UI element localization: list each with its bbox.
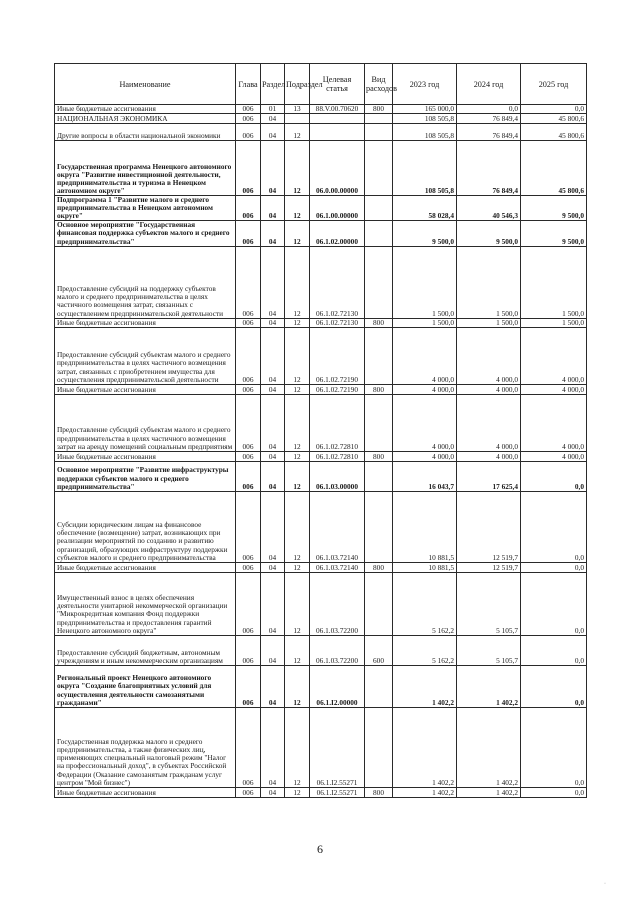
row-year-2023: 58 028,4	[393, 196, 457, 221]
row-section: 04	[261, 562, 285, 572]
row-chapter: 006	[236, 384, 261, 394]
row-chapter: 006	[236, 141, 261, 196]
table-row	[55, 318, 587, 327]
header-year-2023: 2023 год	[393, 64, 457, 105]
row-section: 04	[261, 572, 285, 635]
table-row	[55, 141, 587, 196]
row-year-2023: 108 505,8	[393, 124, 457, 141]
table-row	[55, 384, 587, 394]
row-year-2025: 4 000,0	[521, 451, 587, 461]
row-section: 04	[261, 141, 285, 196]
row-expense-type: 800	[365, 318, 393, 327]
row-subsection: 12	[285, 707, 310, 787]
row-year-2023: 1 500,0	[393, 318, 457, 327]
row-subsection: 12	[285, 196, 310, 221]
row-chapter: 006	[236, 114, 261, 124]
row-chapter: 006	[236, 572, 261, 635]
row-expense-type	[365, 141, 393, 196]
table-row	[55, 196, 587, 221]
row-year-2025: 4 000,0	[521, 384, 587, 394]
row-section: 04	[261, 635, 285, 665]
row-year-2023: 1 500,0	[393, 246, 457, 318]
row-year-2024: 1 500,0	[457, 318, 521, 327]
row-subsection: 13	[285, 105, 310, 114]
row-subsection: 12	[285, 572, 310, 635]
table-row	[55, 707, 587, 787]
row-section: 04	[261, 221, 285, 246]
row-expense-type	[365, 491, 393, 562]
row-chapter: 006	[236, 635, 261, 665]
row-section: 04	[261, 787, 285, 797]
row-name: Основное мероприятие "Государственная финансовая поддержка субъектов малого и среднего предпринимательства"	[55, 221, 236, 246]
row-year-2025: 0,0	[521, 105, 587, 114]
row-subsection: 12	[285, 461, 310, 491]
row-year-2024: 17 625,4	[457, 461, 521, 491]
table-row	[55, 572, 587, 635]
row-chapter: 006	[236, 461, 261, 491]
row-section: 04	[261, 384, 285, 394]
row-chapter: 006	[236, 221, 261, 246]
row-year-2024: 4 000,0	[457, 384, 521, 394]
row-subsection: 12	[285, 246, 310, 318]
row-name: НАЦИОНАЛЬНАЯ ЭКОНОМИКА	[55, 114, 236, 124]
row-year-2023: 16 043,7	[393, 461, 457, 491]
row-name: Субсидии юридическим лицам на финансовое обеспечение (возмещение) затрат, возникающих при реализации мероприятий по созданию и развитию организаций, образующих инфраструктуру поддержки субъектов малого и среднего предпринимательства	[55, 491, 236, 562]
row-section: 04	[261, 114, 285, 124]
row-chapter: 006	[236, 246, 261, 318]
row-expense-type: 800	[365, 105, 393, 114]
row-name: Региональный проект Ненецкого автономного округа "Создание благоприятных условий для осуществления деятельности самозанятыми гражданами"	[55, 665, 236, 707]
row-section: 04	[261, 327, 285, 384]
row-target-article: 06.1.02.72130	[310, 318, 365, 327]
row-year-2025: 9 500,0	[521, 221, 587, 246]
row-year-2023: 4 000,0	[393, 394, 457, 451]
table-body	[55, 105, 587, 798]
row-chapter: 006	[236, 451, 261, 461]
row-year-2024: 9 500,0	[457, 221, 521, 246]
table-row	[55, 105, 587, 114]
table-row	[55, 114, 587, 124]
row-section: 04	[261, 461, 285, 491]
row-year-2024: 5 105,7	[457, 572, 521, 635]
row-name: Предоставление субсидий бюджетным, автономным учреждениям и иным некоммерческим организациям	[55, 635, 236, 665]
row-subsection: 12	[285, 221, 310, 246]
row-subsection	[285, 114, 310, 124]
row-section: 01	[261, 105, 285, 114]
row-name: Предоставление субсидий на поддержку субъектов малого и среднего предпринимательства в целях частичного возмещения затрат, связанных с осуществлением предпринимательской деятельности	[55, 246, 236, 318]
row-expense-type: 800	[365, 451, 393, 461]
table-row	[55, 124, 587, 141]
row-subsection: 12	[285, 665, 310, 707]
row-expense-type	[365, 246, 393, 318]
row-year-2023: 10 881,5	[393, 491, 457, 562]
row-chapter: 006	[236, 394, 261, 451]
row-target-article	[310, 124, 365, 141]
row-name: Иные бюджетные ассигнования	[55, 787, 236, 797]
row-year-2023: 4 000,0	[393, 327, 457, 384]
row-year-2023: 165 000,0	[393, 105, 457, 114]
row-year-2025: 1 500,0	[521, 246, 587, 318]
header-target-article: Целевая статья	[310, 64, 365, 105]
row-subsection: 12	[285, 394, 310, 451]
row-year-2025: 0,0	[521, 562, 587, 572]
row-expense-type	[365, 221, 393, 246]
row-subsection: 12	[285, 451, 310, 461]
row-year-2025: 0,0	[521, 665, 587, 707]
row-year-2025: 45 800,6	[521, 124, 587, 141]
table-row	[55, 451, 587, 461]
row-section: 04	[261, 394, 285, 451]
row-year-2023: 9 500,0	[393, 221, 457, 246]
row-subsection: 12	[285, 327, 310, 384]
row-year-2025: 0,0	[521, 491, 587, 562]
row-name: Иные бюджетные ассигнования	[55, 318, 236, 327]
row-name: Имущественный взнос в целях обеспечения деятельности унитарной некоммерческой организации "Микрокредитная компания Фонд поддержки предпринимательства и предоставления гарантий Ненецкого автономного округа"	[55, 572, 236, 635]
row-subsection: 12	[285, 562, 310, 572]
row-name: Иные бюджетные ассигнования	[55, 451, 236, 461]
row-chapter: 006	[236, 562, 261, 572]
row-target-article: 06.1.02.72130	[310, 246, 365, 318]
row-subsection: 12	[285, 141, 310, 196]
row-chapter: 006	[236, 787, 261, 797]
row-year-2024: 12 519,7	[457, 562, 521, 572]
row-name: Государственная программа Ненецкого автономного округа "Развитие инвестиционной деятельности, предпринимательства и туризма в Ненецком автономном округе"	[55, 141, 236, 196]
row-section: 04	[261, 707, 285, 787]
row-year-2025: 0,0	[521, 635, 587, 665]
row-name: Государственная поддержка малого и среднего предпринимательства, а также физических лиц, применяющих специальный налоговый режим "Налог на профессиональный доход", в субъектах Российской Федерации (Оказание самозанятым гражданам услуг центром "Мой бизнес")	[55, 707, 236, 787]
row-expense-type	[365, 707, 393, 787]
row-expense-type: 600	[365, 635, 393, 665]
row-year-2025: 45 800,6	[521, 114, 587, 124]
row-target-article: 06.1.02.72810	[310, 451, 365, 461]
row-name: Иные бюджетные ассигнования	[55, 105, 236, 114]
row-target-article: 06.1.02.72810	[310, 394, 365, 451]
row-year-2024: 1 402,2	[457, 707, 521, 787]
row-chapter: 006	[236, 105, 261, 114]
table-row	[55, 327, 587, 384]
row-chapter: 006	[236, 707, 261, 787]
table-row	[55, 491, 587, 562]
row-year-2024: 4 000,0	[457, 327, 521, 384]
row-year-2024: 76 849,4	[457, 124, 521, 141]
table-row	[55, 461, 587, 491]
row-section: 04	[261, 451, 285, 461]
row-target-article: 88.V.00.70620	[310, 105, 365, 114]
row-expense-type	[365, 572, 393, 635]
row-target-article: 06.1.I2.55271	[310, 707, 365, 787]
table-row	[55, 665, 587, 707]
row-name: Основное мероприятие "Развитие инфраструктуры поддержки субъектов малого и среднего предпринимательства"	[55, 461, 236, 491]
budget-table	[54, 63, 587, 798]
row-section: 04	[261, 665, 285, 707]
row-name: Предоставление субсидий субъектам малого и среднего предпринимательства в целях частичного возмещения затрат, связанных с приобретением имущества для осуществления предпринимательской деятельности	[55, 327, 236, 384]
row-expense-type	[365, 327, 393, 384]
row-year-2023: 1 402,2	[393, 665, 457, 707]
table-row	[55, 635, 587, 665]
header-section: Раздел	[261, 64, 285, 105]
header-name: Наименование	[55, 64, 236, 105]
row-target-article: 06.1.03.72140	[310, 491, 365, 562]
row-year-2023: 5 162,2	[393, 572, 457, 635]
table-row	[55, 221, 587, 246]
header-chapter: Глава	[236, 64, 261, 105]
row-target-article	[310, 114, 365, 124]
row-year-2025: 0,0	[521, 707, 587, 787]
row-year-2024: 76 849,4	[457, 114, 521, 124]
corner-mark: ·	[604, 881, 606, 887]
row-year-2025: 45 800,6	[521, 141, 587, 196]
row-subsection: 12	[285, 318, 310, 327]
row-name: Другие вопросы в области национальной экономики	[55, 124, 236, 141]
row-year-2025: 0,0	[521, 787, 587, 797]
row-year-2024: 0,0	[457, 105, 521, 114]
row-expense-type	[365, 461, 393, 491]
header-year-2024: 2024 год	[457, 64, 521, 105]
row-chapter: 006	[236, 327, 261, 384]
row-year-2023: 108 505,8	[393, 141, 457, 196]
table-row	[55, 394, 587, 451]
row-year-2024: 4 000,0	[457, 451, 521, 461]
row-year-2023: 1 402,2	[393, 707, 457, 787]
row-expense-type	[365, 124, 393, 141]
row-subsection: 12	[285, 787, 310, 797]
row-expense-type	[365, 196, 393, 221]
row-year-2024: 1 402,2	[457, 665, 521, 707]
header-expense-type: Вид расходов	[365, 64, 393, 105]
row-expense-type: 800	[365, 562, 393, 572]
row-subsection: 12	[285, 491, 310, 562]
row-year-2023: 1 402,2	[393, 787, 457, 797]
row-target-article: 06.1.02.72190	[310, 327, 365, 384]
row-name: Предоставление субсидий субъектам малого и среднего предпринимательства в целях частичного возмещения затрат на аренду помещений социальным предприятиям	[55, 394, 236, 451]
row-year-2023: 108 505,8	[393, 114, 457, 124]
header-subsection: Подраздел	[285, 64, 310, 105]
row-chapter: 006	[236, 124, 261, 141]
row-year-2024: 40 546,3	[457, 196, 521, 221]
row-section: 04	[261, 491, 285, 562]
row-chapter: 006	[236, 196, 261, 221]
row-target-article: 06.1.03.72200	[310, 572, 365, 635]
row-expense-type: 800	[365, 787, 393, 797]
row-year-2025: 1 500,0	[521, 318, 587, 327]
page-number: 6	[317, 842, 323, 856]
row-year-2024: 4 000,0	[457, 394, 521, 451]
header-year-2025: 2025 год	[521, 64, 587, 105]
row-year-2024: 12 519,7	[457, 491, 521, 562]
row-name: Иные бюджетные ассигнования	[55, 384, 236, 394]
row-year-2025: 4 000,0	[521, 394, 587, 451]
row-name: Иные бюджетные ассигнования	[55, 562, 236, 572]
row-year-2025: 9 500,0	[521, 196, 587, 221]
row-year-2025: 4 000,0	[521, 327, 587, 384]
row-year-2023: 10 881,5	[393, 562, 457, 572]
row-expense-type: 800	[365, 384, 393, 394]
row-year-2024: 5 105,7	[457, 635, 521, 665]
row-chapter: 006	[236, 665, 261, 707]
table-row	[55, 787, 587, 797]
row-subsection: 12	[285, 124, 310, 141]
table-row	[55, 562, 587, 572]
row-year-2023: 4 000,0	[393, 451, 457, 461]
row-year-2024: 76 849,4	[457, 141, 521, 196]
row-target-article: 06.1.03.72140	[310, 562, 365, 572]
row-chapter: 006	[236, 318, 261, 327]
row-target-article: 06.1.02.72190	[310, 384, 365, 394]
row-section: 04	[261, 196, 285, 221]
row-target-article: 06.1.I2.00000	[310, 665, 365, 707]
row-section: 04	[261, 124, 285, 141]
row-subsection: 12	[285, 635, 310, 665]
row-expense-type	[365, 114, 393, 124]
row-year-2023: 5 162,2	[393, 635, 457, 665]
table-header-row	[55, 64, 587, 105]
row-year-2024: 1 500,0	[457, 246, 521, 318]
row-target-article: 06.1.02.00000	[310, 221, 365, 246]
row-target-article: 06.1.03.72200	[310, 635, 365, 665]
row-expense-type	[365, 394, 393, 451]
row-subsection: 12	[285, 384, 310, 394]
row-target-article: 06.1.03.00000	[310, 461, 365, 491]
row-target-article: 06.0.00.00000	[310, 141, 365, 196]
row-target-article: 06.1.I2.55271	[310, 787, 365, 797]
row-year-2025: 0,0	[521, 572, 587, 635]
row-year-2025: 0,0	[521, 461, 587, 491]
row-target-article: 06.1.00.00000	[310, 196, 365, 221]
row-year-2024: 1 402,2	[457, 787, 521, 797]
table-row	[55, 246, 587, 318]
row-chapter: 006	[236, 491, 261, 562]
row-year-2023: 4 000,0	[393, 384, 457, 394]
row-section: 04	[261, 246, 285, 318]
row-name: Подпрограмма 1 "Развитие малого и среднего предпринимательства в Ненецком автономном округе"	[55, 196, 236, 221]
row-expense-type	[365, 665, 393, 707]
row-section: 04	[261, 318, 285, 327]
